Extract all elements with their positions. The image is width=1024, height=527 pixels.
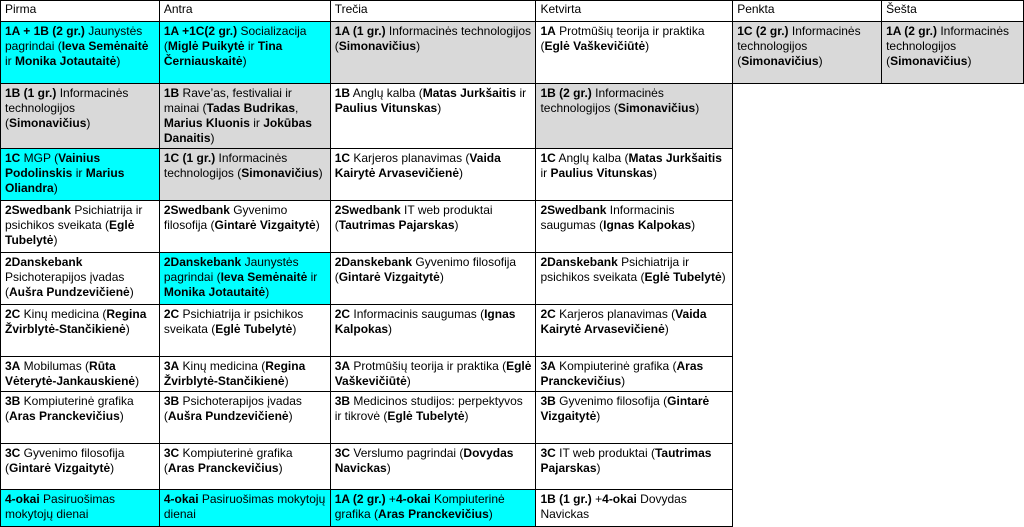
cell-text: Kompiuterinė grafika ( (334, 492, 505, 521)
cell-bold-text: 1B (2 gr.) (540, 86, 592, 100)
schedule-cell (330, 490, 536, 527)
cell-bold-text: 3A (5, 359, 21, 373)
cell-text: Socializacija ( (163, 24, 307, 53)
cell-bold-text: Monika Jotautaitė (15, 54, 117, 68)
cell-bold-text: 4-okai (602, 492, 637, 506)
cell-bold-text: Aušra Pundzevičienė (167, 409, 289, 423)
empty-cell (882, 444, 1024, 490)
cell-text: Protmūšių teorija ir praktika ( (350, 359, 507, 373)
cell-text: ) (416, 39, 421, 53)
cell-text: ) (596, 409, 601, 423)
schedule-cell (1, 444, 160, 490)
schedule-cell (1, 201, 160, 253)
cell-text: Jaunystės pagrindai ( (163, 255, 299, 284)
cell-text: Informacinis saugumas ( (350, 307, 485, 321)
cell-text: ) (621, 374, 626, 388)
cell-bold-text: 1A (1 gr.) (334, 24, 386, 38)
cell-text: Anglų kalba ( (555, 151, 629, 165)
empty-cell (733, 149, 882, 201)
cell-text: ) (967, 54, 972, 68)
cell-bold-text: Ieva Semėnaitė (61, 39, 149, 53)
cell-text: ) (454, 218, 459, 232)
cell-text: ) (288, 409, 293, 423)
schedule-cell (1, 357, 160, 392)
cell-bold-text: Tina Černiauskaitė (163, 39, 283, 68)
schedule-cell (1, 253, 160, 305)
cell-bold-text: Rūta Vėterytė-Jankauskienė (5, 359, 136, 388)
cell-bold-text: 1C (540, 151, 556, 165)
schedule-cell (159, 444, 330, 490)
cell-text: Informacinės technologijos ( (540, 86, 664, 115)
schedule-cell (536, 253, 733, 305)
schedule-row (1, 201, 1024, 253)
cell-bold-text: 4-okai (5, 492, 40, 506)
schedule-row (1, 149, 1024, 201)
cell-text: Mobilumas ( (20, 359, 90, 373)
empty-cell (733, 444, 882, 490)
header-ketvirta: Ketvirta (536, 1, 733, 22)
cell-text: ) (439, 270, 444, 284)
cell-text: Kinų medicina ( (179, 359, 266, 373)
cell-text: IT web produktai ( (555, 446, 655, 460)
schedule-cell (330, 444, 536, 490)
schedule-cell (330, 149, 536, 201)
cell-bold-text: Aras Pranckevičius (378, 507, 489, 521)
schedule-row (1, 305, 1024, 357)
cell-bold-text: 3A (334, 359, 351, 373)
schedule-cell (159, 392, 330, 444)
schedule-cell (159, 357, 330, 392)
cell-bold-text: Simonavičius (617, 101, 696, 115)
cell-bold-text: 2C (163, 307, 180, 321)
cell-bold-text: Simonavičius (241, 166, 319, 180)
header-penkta: Penkta (733, 1, 882, 22)
empty-cell (733, 305, 882, 357)
cell-text: Kompiuterinė grafika ( (163, 446, 293, 475)
cell-text: ) (437, 101, 442, 115)
cell-bold-text: 3B (163, 394, 180, 408)
cell-text: ) (265, 285, 270, 299)
schedule-cell (159, 201, 330, 253)
cell-bold-text: Simonavičius (9, 116, 87, 130)
cell-bold-text: 2C (5, 307, 21, 321)
cell-bold-text: Eglė Tubelytė (644, 270, 722, 284)
cell-text: ) (242, 54, 247, 68)
cell-text: Gyvenimo filosofija ( (5, 446, 125, 475)
cell-text: Psichiatrija ir psichikos sveikata ( (5, 203, 143, 232)
cell-bold-text: Paulius Vitunskas (550, 166, 653, 180)
schedule-row (1, 84, 1024, 149)
cell-bold-text: 2C (540, 307, 556, 321)
cell-text: ) (645, 39, 650, 53)
cell-bold-text: 1C (2 gr.) (737, 24, 789, 38)
schedule-cell (1, 392, 160, 444)
cell-text: ) (53, 181, 58, 195)
cell-text: Gyvenimo filosofija ( (334, 255, 517, 284)
cell-bold-text: Dovydas Navickas (334, 446, 514, 475)
cell-bold-text: 4-okai (163, 492, 199, 506)
cell-bold-text: Marius Oliandra (5, 166, 125, 195)
cell-text: Kompiuterinė grafika ( (5, 394, 134, 423)
schedule-cell (330, 392, 536, 444)
cell-bold-text: Gintarė Vizgaitytė (214, 218, 316, 232)
cell-text: Informacinės technologijos ( (163, 151, 288, 180)
cell-bold-text: 3B (540, 394, 556, 408)
cell-bold-text: 1B (163, 86, 180, 100)
schedule-cell (536, 490, 733, 527)
schedule-cell (159, 84, 330, 149)
cell-bold-text: Jokūbas Danaitis (163, 116, 312, 145)
schedule-cell (1, 490, 160, 527)
cell-text: IT web produktai ( (334, 203, 493, 232)
schedule-row (1, 392, 1024, 444)
cell-text: ) (116, 54, 121, 68)
empty-cell (882, 84, 1024, 149)
cell-text: ) (691, 218, 696, 232)
cell-bold-text: Miglė Puikytė (167, 39, 245, 53)
empty-cell (882, 305, 1024, 357)
empty-cell (882, 149, 1024, 201)
schedule-row (1, 444, 1024, 490)
cell-bold-text: 1B (1 gr.) (540, 492, 592, 506)
cell-text: Kompiuterinė grafika ( (555, 359, 677, 373)
cell-text: ) (596, 461, 601, 475)
cell-text: Informacinės technologijos ( (737, 24, 861, 68)
cell-text: Pasiruošimas mokytojų dienai (163, 492, 326, 521)
cell-bold-text: Simonavičius (741, 54, 819, 68)
cell-text: + (591, 492, 603, 506)
cell-bold-text: 1B (334, 86, 351, 100)
cell-text: Informacinis saugumas ( (540, 203, 675, 232)
cell-bold-text: Tadas Budrikas (206, 101, 296, 115)
cell-bold-text: 2Danskebank (334, 255, 413, 269)
cell-bold-text: Gintarė Vizgaitytė (9, 461, 111, 475)
cell-bold-text: Matas Jurkšaitis (422, 86, 517, 100)
empty-cell (882, 392, 1024, 444)
cell-text: ) (210, 131, 215, 145)
cell-text: Karjeros planavimas ( (350, 151, 470, 165)
empty-cell (733, 357, 882, 392)
cell-text: Dovydas Navickas (540, 492, 687, 521)
schedule-cell (330, 305, 536, 357)
cell-text: Protmūšių teorija ir praktika ( (540, 24, 705, 53)
schedule-cell (159, 22, 330, 84)
cell-text: ) (315, 218, 320, 232)
schedule-cell (1, 149, 160, 201)
cell-text: ir (244, 39, 258, 53)
cell-bold-text: 2Danskebank (163, 255, 242, 269)
header-row (1, 1, 1024, 22)
cell-text: ir (540, 166, 551, 180)
cell-bold-text: 2Danskebank (5, 255, 83, 269)
schedule-cell (1, 84, 160, 149)
cell-bold-text: Regina Žvirblytė-Stančikienė (5, 307, 147, 336)
cell-text: ) (278, 461, 283, 475)
empty-cell (882, 253, 1024, 305)
schedule-cell (1, 22, 160, 84)
empty-cell (733, 392, 882, 444)
cell-text: ) (818, 54, 823, 68)
cell-bold-text: 1C (1 gr.) (163, 151, 216, 165)
cell-bold-text: 1A + 1B (2 gr.) (5, 24, 85, 38)
cell-bold-text: Vainius Podolinskis (5, 151, 101, 180)
cell-bold-text: Tautrimas Pajarskas (338, 218, 455, 232)
cell-text: ) (386, 461, 391, 475)
cell-bold-text: 3B (334, 394, 351, 408)
cell-text: Gyvenimo filosofija ( (555, 394, 668, 408)
cell-bold-text: 1C (334, 151, 351, 165)
schedule-cell (330, 201, 536, 253)
cell-text: ) (488, 507, 493, 521)
cell-bold-text: Eglė Tubelytė (215, 322, 293, 336)
schedule-cell (159, 305, 330, 357)
cell-bold-text: 4-okai (395, 492, 431, 506)
cell-text: ) (459, 166, 463, 180)
cell-bold-text: Regina Žvirblytė-Stančikienė (163, 359, 306, 388)
schedule-cell (536, 305, 733, 357)
cell-text: ) (129, 285, 134, 299)
cell-text: Pasiruošimas mokytojų dienai (5, 492, 116, 521)
cell-text: Psichiatrija ir psichikos sveikata ( (163, 307, 304, 336)
cell-text: MGP ( (20, 151, 59, 165)
cell-bold-text: 3B (5, 394, 21, 408)
schedule-row (1, 253, 1024, 305)
cell-bold-text: Vaida Kairytė Arvasevičienė (334, 151, 501, 180)
cell-text: ) (125, 322, 130, 336)
empty-cell (733, 84, 882, 149)
cell-text: Karjeros planavimas ( (555, 307, 676, 321)
schedule-row (1, 357, 1024, 392)
cell-text: ) (318, 166, 323, 180)
cell-bold-text: 3C (5, 446, 21, 460)
schedule-cell (536, 22, 733, 84)
schedule-cell (536, 392, 733, 444)
cell-text: ) (119, 409, 124, 423)
schedule-body (1, 22, 1024, 527)
cell-bold-text: Matas Jurkšaitis (628, 151, 722, 165)
header-trecia: Trečia (330, 1, 536, 22)
cell-bold-text: Paulius Vitunskas (334, 101, 438, 115)
cell-bold-text: Aras Pranckevičius (540, 359, 704, 388)
empty-cell (882, 357, 1024, 392)
empty-cell (733, 490, 882, 527)
empty-cell (882, 490, 1024, 527)
cell-bold-text: 2Swedbank (334, 203, 401, 217)
cell-text: ) (406, 374, 411, 388)
cell-bold-text: Eglė Tubelytė (5, 218, 135, 247)
cell-text: ) (695, 101, 700, 115)
cell-bold-text: Tautrimas Pajarskas (540, 446, 712, 475)
schedule-row (1, 490, 1024, 527)
cell-bold-text: 1B (1 gr.) (5, 86, 57, 100)
schedule-cell (330, 357, 536, 392)
cell-bold-text: Gintarė Vizgaitytė (338, 270, 440, 284)
cell-bold-text: Simonavičius (338, 39, 417, 53)
cell-bold-text: 2Swedbank (540, 203, 607, 217)
cell-text: ir (516, 86, 527, 100)
cell-bold-text: 2Danskebank (540, 255, 618, 269)
schedule-cell (330, 22, 536, 84)
cell-text: ) (292, 322, 297, 336)
cell-text: ir (72, 166, 86, 180)
cell-text: Gyvenimo filosofija ( (163, 203, 288, 232)
cell-bold-text: 3A (540, 359, 556, 373)
cell-text: Psichiatrija ir psichikos sveikata ( (540, 255, 690, 284)
cell-bold-text: Aušra Pundzevičienė (9, 285, 130, 299)
cell-bold-text: 1A (540, 24, 556, 38)
schedule-cell (330, 84, 536, 149)
header-sesta: Šešta (882, 1, 1024, 22)
cell-bold-text: Vaida Kairytė Arvasevičienė (540, 307, 707, 336)
cell-bold-text: 1A (2 gr.) (334, 492, 386, 506)
schedule-cell (733, 22, 882, 84)
cell-bold-text: 2C (334, 307, 351, 321)
cell-bold-text: 1A +1C(2 gr.) (163, 24, 238, 38)
schedule-cell (159, 490, 330, 527)
cell-text: ) (721, 270, 726, 284)
cell-bold-text: 1C (5, 151, 21, 165)
cell-bold-text: 2Swedbank (5, 203, 72, 217)
cell-text: Kinų medicina ( (20, 307, 107, 321)
cell-text: ir (307, 270, 318, 284)
cell-bold-text: Ignas Kalpokas (603, 218, 692, 232)
cell-text: ) (110, 461, 115, 475)
cell-text: Jaunystės pagrindai ( (5, 24, 143, 53)
cell-bold-text: Marius Kluonis (163, 116, 250, 130)
cell-bold-text: 3A (163, 359, 180, 373)
cell-bold-text: 1A (2 gr.) (886, 24, 937, 38)
header-antra: Antra (159, 1, 330, 22)
cell-text: Medicinos studijos: perpektyvos ir tikrovė ( (334, 394, 523, 423)
cell-text: ) (388, 322, 393, 336)
schedule-cell (159, 149, 330, 201)
cell-text: ) (284, 374, 289, 388)
empty-cell (882, 201, 1024, 253)
cell-text: Psichoterapijos įvadas ( (163, 394, 302, 423)
cell-bold-text: Eglė Tubelytė (387, 409, 465, 423)
cell-bold-text: Aras Pranckevičius (9, 409, 120, 423)
schedule-cell (536, 201, 733, 253)
cell-text: Psichoterapijos įvadas ( (5, 270, 125, 299)
schedule-cell (882, 22, 1024, 84)
cell-text: ) (135, 374, 140, 388)
cell-text: ) (53, 233, 58, 247)
cell-text: ) (664, 322, 669, 336)
schedule-cell (536, 444, 733, 490)
schedule-cell (159, 253, 330, 305)
cell-text: Anglų kalba ( (350, 86, 423, 100)
empty-cell (733, 253, 882, 305)
cell-bold-text: 2Swedbank (163, 203, 230, 217)
cell-bold-text: Simonavičius (890, 54, 968, 68)
cell-bold-text: Eglė Vaškevičiūtė (544, 39, 646, 53)
cell-text: Informacinės technologijos ( (5, 86, 129, 130)
schedule-cell (536, 149, 733, 201)
cell-text: Informacinės technologijos ( (886, 24, 1010, 68)
cell-bold-text: Ignas Kalpokas (334, 307, 516, 336)
cell-text: Verslumo pagrindai ( (350, 446, 464, 460)
cell-text: Informacinės technologijos ( (334, 24, 532, 53)
cell-text: ir (249, 116, 264, 130)
empty-cell (733, 201, 882, 253)
cell-text: ir (5, 54, 15, 68)
cell-text: ) (652, 166, 657, 180)
cell-bold-text: Monika Jotautaitė (163, 285, 266, 299)
cell-text: ) (86, 116, 91, 130)
schedule-row (1, 22, 1024, 84)
cell-text: Rave’as, festivaliai ir mainai ( (163, 86, 292, 115)
schedule-cell (1, 305, 160, 357)
cell-bold-text: Gintarė Vizgaitytė (540, 394, 710, 423)
cell-bold-text: Aras Pranckevičius (167, 461, 279, 475)
cell-text: ) (464, 409, 469, 423)
cell-bold-text: 3C (334, 446, 351, 460)
cell-bold-text: 3C (540, 446, 556, 460)
cell-bold-text: Ieva Semėnaitė (220, 270, 308, 284)
header-pirma: Pirma (1, 1, 160, 22)
schedule-cell (536, 357, 733, 392)
schedule-cell (536, 84, 733, 149)
cell-bold-text: Eglė Vaškevičiūtė (334, 359, 532, 388)
schedule-cell (330, 253, 536, 305)
cell-text: , (295, 101, 299, 115)
cell-text: + (385, 492, 396, 506)
cell-bold-text: 3C (163, 446, 180, 460)
